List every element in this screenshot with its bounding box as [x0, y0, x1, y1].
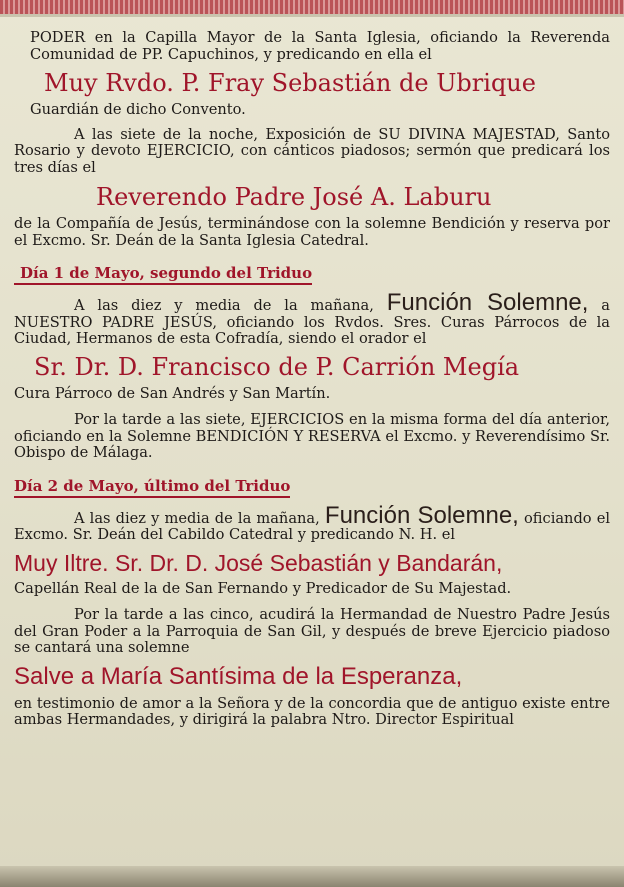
document-body: [14, 30, 610, 729]
page-bottom-edge: [0, 866, 624, 887]
preacher-name-3: Sr. Dr. D. Francisco de P. Carrión Megía: [34, 352, 520, 381]
paragraph-function-1: [14, 289, 610, 348]
preacher-name-4: Muy Iltre. Sr. Dr. D. José Sebastián y Bandarán,: [14, 549, 503, 576]
paragraph-evening: A las siete de la noche, Exposición de SU DIVINA MAJESTAD, Santo Rosario y devoto EJERCICIO, con cánticos piadosos; sermón que predicará los tres días el: [14, 125, 610, 176]
paragraph-function-2: [14, 501, 611, 544]
section-heading-day1-wrap: [14, 263, 610, 285]
paragraph-chaplain: Capellán Real de la de San Fernando y Predicador de Su Majestad.: [14, 579, 512, 597]
paragraph-function-1-start: A las diez y media de la mañana,: [74, 297, 374, 314]
section-heading-day2: Día 2 de Mayo, último del Triduo: [14, 477, 290, 498]
section-heading-day1: Día 1 de Mayo, segundo del Triduo: [14, 264, 312, 285]
paragraph-afternoon-2: Por la tarde a las cinco, acudirá la Hermandad de Nuestro Padre Jesús del Gran Poder a la Parroquia de San Gil, y después de breve Ejercicio piadoso se cantará una solemne: [14, 606, 610, 656]
paragraph-parish-priest: Cura Párroco de San Andrés y San Martín.: [14, 384, 331, 402]
decorative-border: [0, 0, 624, 14]
function-solemn-2: Función Solemne,: [324, 501, 519, 529]
paragraph-company: de la Compañía de Jesús, terminándose con la solemne Bendición y reserva por el Excmo. Sr. Deán de la Santa Iglesia Catedral.: [14, 215, 610, 249]
paragraph-guardian: Guardián de dicho Convento.: [30, 101, 246, 118]
section-heading-day2-wrap: [14, 476, 610, 498]
paragraph-intro: PODER en la Capilla Mayor de la Santa Iglesia, oficiando la Reverenda Comunidad de PP. Capuchinos, y predicando en ella el: [30, 29, 610, 63]
preacher-name-2: Reverendo Padre José A. Laburu: [96, 183, 492, 211]
paragraph-function-2-start: A las diez y media de la mañana,: [74, 509, 320, 527]
function-solemn-1: Función Solemne,: [386, 289, 589, 316]
paragraph-function-2-rest: oficiando el Excmo. Sr. Deán del Cabildo Catedral y predicando N. H. el: [14, 509, 611, 543]
paragraph-testimony: en testimonio de amor a la Señora y de la concordia que de antiguo existe entre ambas Hermandades, y dirigirá la palabra Ntro. Director Espiritual: [14, 694, 610, 728]
paragraph-function-1-rest: a NUESTRO PADRE JESÚS, oficiando los Rvdos. Sres. Curas Párrocos de la Ciudad, Hermanos de esta Cofradía, siendo el orador el: [14, 297, 610, 347]
paragraph-afternoon-1: Por la tarde a las siete, EJERCICIOS en la misma forma del día anterior, oficiando en la Solemne BENDICIÓN Y RESERVA el Excmo. y Reverendísimo Sr. Obispo de Málaga.: [14, 411, 610, 461]
preacher-name-1: Muy Rvdo. P. Fray Sebastián de Ubrique: [44, 69, 536, 97]
border-divider: [0, 14, 624, 17]
salve-title: Salve a María Santísima de la Esperanza,: [14, 662, 463, 690]
